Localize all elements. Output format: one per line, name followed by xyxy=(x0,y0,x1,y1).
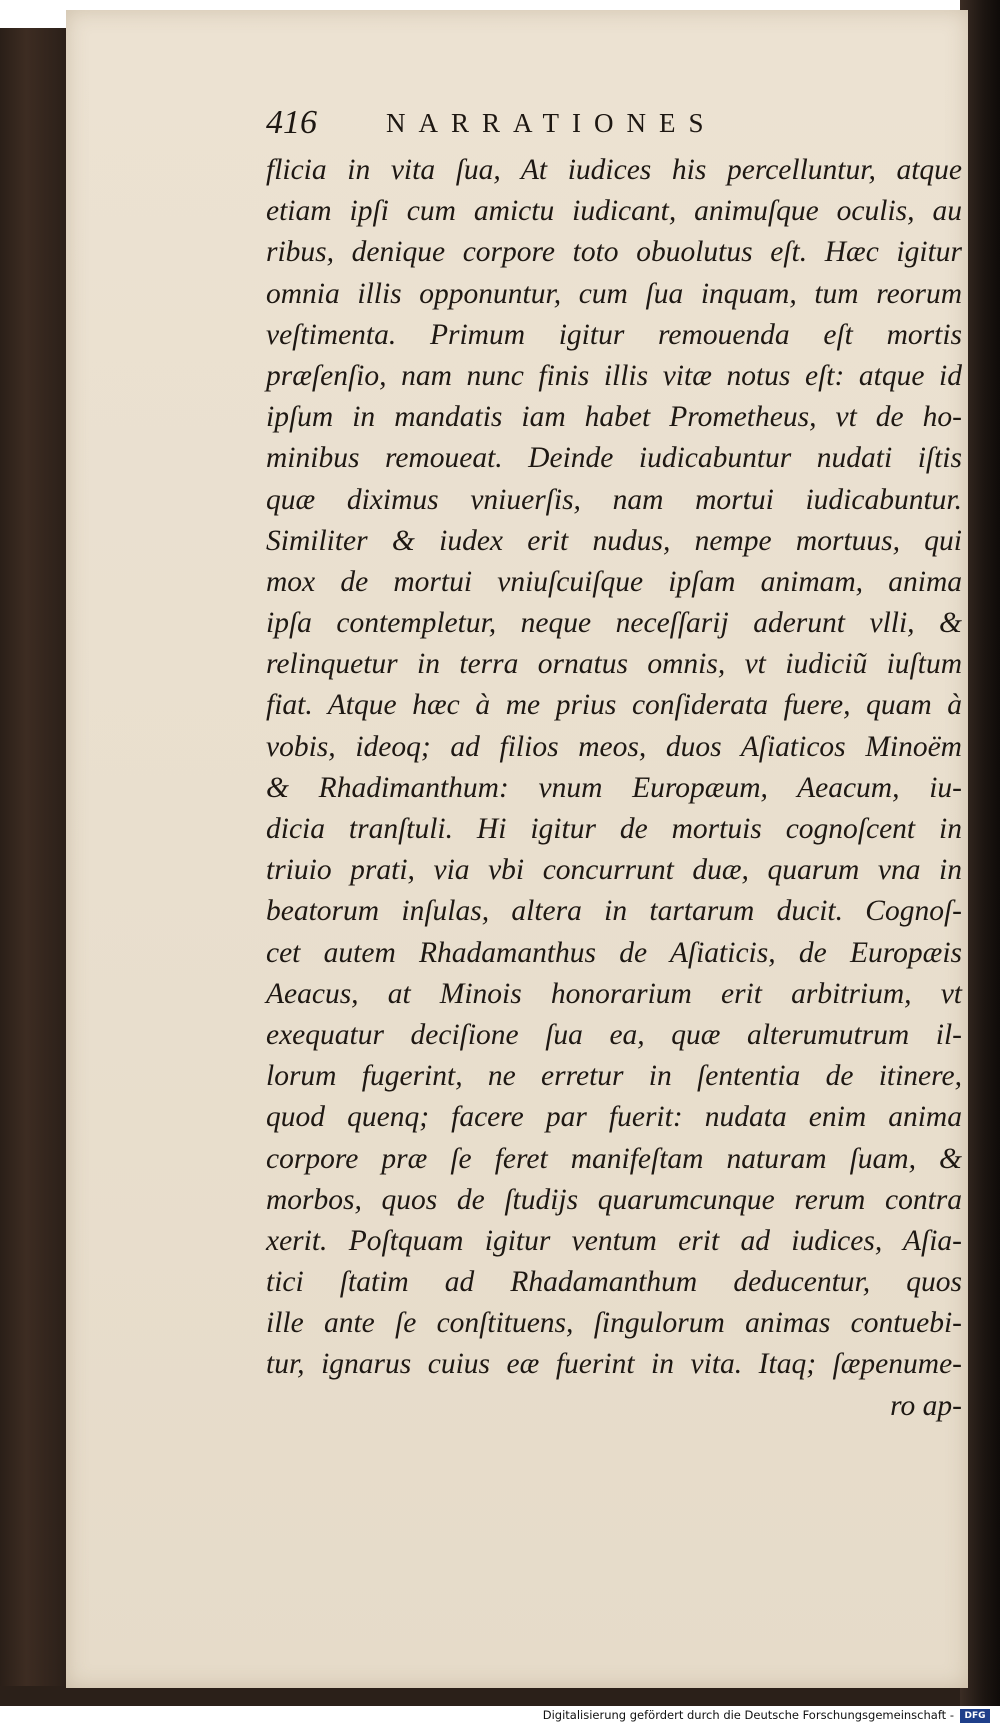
running-head: NARRATIONES xyxy=(386,108,717,138)
text-line: tur, ignarus cuius eæ fuerint in vita. Itaq; ſæpenume- xyxy=(266,1348,962,1381)
text-line: corpore præ ſe feret manifeſtam naturam ſuam, & xyxy=(266,1142,962,1175)
text-line: Similiter & iudex erit nudus, nempe mortuus, qui xyxy=(266,524,962,557)
text-line: xerit. Poſtquam igitur ventum erit ad iudices, Aſia- xyxy=(266,1224,962,1257)
page-number: 416 xyxy=(266,104,317,141)
text-line: veſtimenta. Primum igitur remouenda eſt mortis xyxy=(266,318,962,351)
text-line: tici ſtatim ad Rhadamanthum deducentur, quos xyxy=(266,1266,962,1299)
book-cover-bottom-edge xyxy=(0,1686,1000,1706)
text-line: Aeacus, at Minois honorarium erit arbitrium, vt xyxy=(266,977,962,1010)
text-line: mox de mortui vniuſcuiſque ipſam animam, anima xyxy=(266,565,962,598)
text-line: vobis, ideoq; ad filios meos, duos Aſiaticos Minoëm xyxy=(266,730,962,763)
page-header xyxy=(266,104,826,141)
text-line: triuio prati, via vbi concurrunt duæ, quarum vna in xyxy=(266,854,962,887)
book-cover-left-edge xyxy=(0,28,66,1694)
text-line: flicia in vita ſua, At iudices his percelluntur, atque xyxy=(266,154,962,186)
dfg-logo-icon: DFG xyxy=(960,1709,990,1723)
text-line: præſenſio, nam nunc finis illis vitæ notus eſt: atque id xyxy=(266,359,962,392)
text-line: beatorum inſulas, altera in tartarum ducit. Cognoſ- xyxy=(266,895,962,928)
funding-credit: Digitalisierung gefördert durch die Deutsche Forschungsgemeinschaft - xyxy=(542,1708,954,1722)
body-text xyxy=(266,150,966,1427)
text-line: relinquetur in terra ornatus omnis, vt iudiciũ iuſtum xyxy=(266,648,962,681)
text-line: morbos, quos de ſtudijs quarumcunque rerum contra xyxy=(266,1183,962,1216)
text-line: minibus remoueat. Deinde iudicabuntur nudati iſtis xyxy=(266,442,962,475)
text-line: fiat. Atque hæc à me prius conſiderata fuere, quam à xyxy=(266,689,962,722)
text-line: dicia tranſtuli. Hi igitur de mortuis cognoſcent in xyxy=(266,813,962,845)
text-line: & Rhadimanthum: vnum Europæum, Aeacum, iu- xyxy=(266,771,962,804)
text-line: lorum fugerint, ne erretur in ſententia de itinere, xyxy=(266,1060,962,1093)
digitization-footer xyxy=(0,1706,996,1726)
text-line: ipſum in mandatis iam habet Prometheus, vt de ho- xyxy=(266,401,962,434)
catchword: ro ap- xyxy=(890,1389,962,1422)
text-line: etiam ipſi cum amictu iudicant, animuſque oculis, au xyxy=(266,195,962,228)
text-line: omnia illis opponuntur, cum ſua inquam, tum reorum xyxy=(266,277,962,310)
text-line: ille ante ſe conſtituens, ſingulorum animas contuebi- xyxy=(266,1307,962,1340)
text-line: quæ diximus vniuerſis, nam mortui iudicabuntur. xyxy=(266,483,962,516)
text-line: exequatur deciſione ſua ea, quæ alterumutrum il- xyxy=(266,1018,962,1051)
text-line: cet autem Rhadamanthus de Aſiaticis, de Europæis xyxy=(266,936,962,969)
text-line: ribus, denique corpore toto obuolutus eſt. Hæc igitur xyxy=(266,236,962,269)
text-line: ipſa contempletur, neque neceſſarij aderunt vlli, & xyxy=(266,607,962,640)
text-line: quod quenq; facere par fuerit: nudata enim anima xyxy=(266,1101,962,1134)
